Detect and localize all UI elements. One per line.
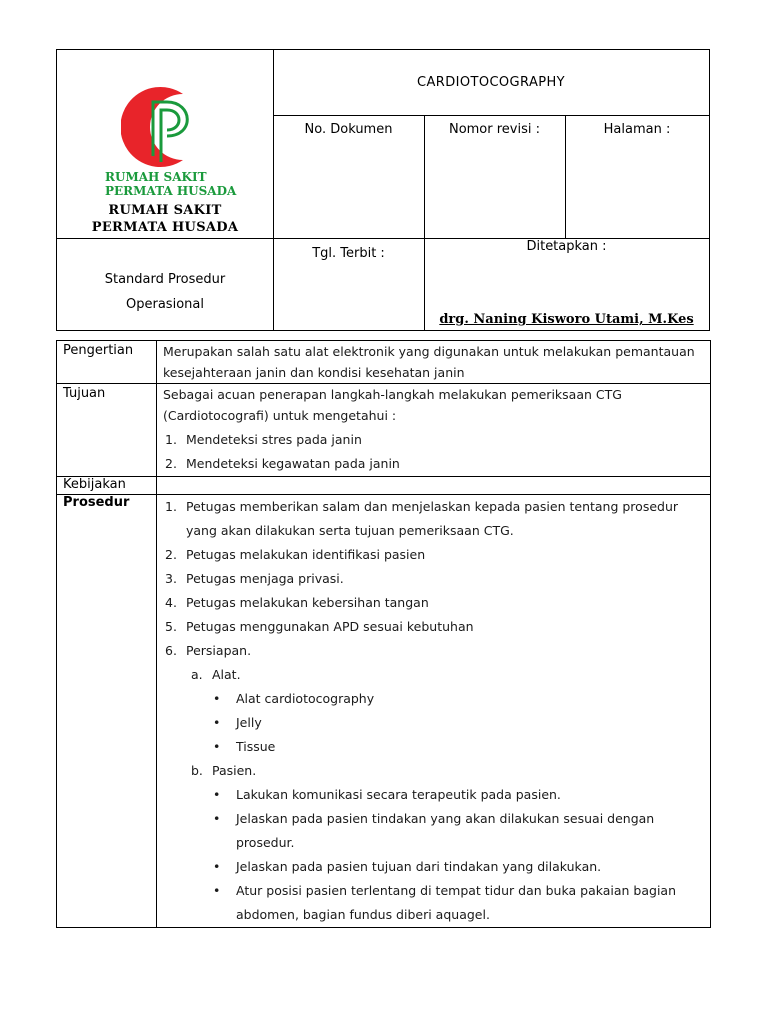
tujuan-list bbox=[163, 428, 704, 476]
persiapan-list bbox=[186, 663, 704, 927]
table-row bbox=[57, 477, 711, 495]
pengertian-label: Pengertian bbox=[57, 341, 157, 384]
prosedur-steps bbox=[163, 495, 704, 927]
hospital-name bbox=[57, 202, 273, 236]
list-item: • Jelly bbox=[212, 711, 704, 735]
list-item bbox=[163, 428, 704, 452]
table-row bbox=[57, 495, 711, 928]
list-item bbox=[163, 452, 704, 476]
list-text: Petugas memberikan salam dan menjelaskan kepada pasien tentang prosedur yang akan dilakukan serta tujuan pemeriksaan CTG. bbox=[186, 499, 679, 538]
tgl-terbit-label: Tgl. Terbit : bbox=[312, 246, 385, 261]
list-item bbox=[163, 567, 704, 591]
hospital-name-line1: RUMAH SAKIT bbox=[108, 203, 222, 218]
list-number: 2. bbox=[165, 456, 177, 471]
table-row bbox=[57, 384, 711, 477]
logo-cell bbox=[57, 50, 273, 238]
ditetapkan-label: Ditetapkan : bbox=[526, 239, 607, 254]
signer-name: drg. Naning Kisworo Utami, M.Kes bbox=[439, 312, 694, 327]
table-row bbox=[57, 341, 711, 384]
hospital-logo-icon bbox=[121, 84, 201, 170]
list-text: Alat. bbox=[212, 667, 241, 682]
tujuan-label: Tujuan bbox=[57, 384, 157, 477]
list-item: • Jelaskan pada pasien tujuan dari tindakan yang dilakukan. bbox=[212, 855, 704, 879]
list-text: Petugas menggunakan APD sesuai kebutuhan bbox=[186, 619, 474, 634]
nomor-revisi-label: Nomor revisi : bbox=[448, 122, 541, 137]
tujuan-cell bbox=[157, 384, 711, 477]
list-number: 3. bbox=[165, 571, 177, 586]
list-number: a. bbox=[191, 667, 203, 682]
list-item: • Alat cardiotocography bbox=[212, 687, 704, 711]
list-item: • Tissue bbox=[212, 735, 704, 759]
sop-label bbox=[57, 238, 273, 331]
sop-header-table bbox=[56, 49, 710, 331]
list-number: 1. bbox=[165, 499, 177, 514]
list-text: Mendeteksi stres pada janin bbox=[186, 432, 362, 447]
list-number: 4. bbox=[165, 595, 177, 610]
list-number: 2. bbox=[165, 547, 177, 562]
list-number: 5. bbox=[165, 619, 177, 634]
list-item: • Atur posisi pasien terlentang di tempat tidur dan buka pakaian bagian abdomen, bagian fundus diberi aquagel. bbox=[212, 879, 704, 927]
pengertian-cell bbox=[157, 341, 711, 384]
no-dokumen-label: No. Dokumen bbox=[304, 122, 393, 137]
list-item bbox=[163, 639, 704, 927]
list-item: • Lakukan komunikasi secara terapeutik pada pasien. bbox=[212, 783, 704, 807]
list-text: Petugas melakukan identifikasi pasien bbox=[186, 547, 426, 562]
sop-content-table bbox=[56, 340, 711, 928]
list-text: Pasien. bbox=[212, 763, 257, 778]
list-text: Petugas menjaga privasi. bbox=[186, 571, 344, 586]
list-item bbox=[163, 615, 704, 639]
pengertian-text: Merupakan salah satu alat elektronik yang digunakan untuk melakukan pemantauan kesejahteraan janin dan kondisi kesehatan janin bbox=[163, 344, 695, 380]
pasien-list bbox=[212, 783, 704, 927]
list-text: Persiapan. bbox=[186, 643, 252, 658]
document-title: CARDIOTOCOGRAPHY bbox=[417, 75, 565, 90]
sop-line2: Operasional bbox=[126, 297, 204, 312]
hospital-name-line2: PERMATA HUSADA bbox=[91, 220, 239, 235]
logo-wordmark bbox=[105, 170, 236, 198]
halaman-label: Halaman : bbox=[603, 122, 671, 137]
sop-line1: Standard Prosedur bbox=[104, 272, 226, 287]
tujuan-intro: Sebagai acuan penerapan langkah-langkah melakukan pemeriksaan CTG (Cardiotocografi) untuk mengetahui : bbox=[163, 387, 622, 423]
prosedur-label: Prosedur bbox=[57, 495, 157, 928]
logo-line1: RUMAH SAKIT bbox=[105, 170, 207, 184]
prosedur-cell bbox=[157, 495, 711, 928]
list-item bbox=[163, 591, 704, 615]
logo-line2: PERMATA HUSADA bbox=[105, 184, 237, 198]
list-item: • Jelaskan pada pasien tindakan yang akan dilakukan sesuai dengan prosedur. bbox=[212, 807, 704, 855]
kebijakan-label: Kebijakan bbox=[57, 477, 157, 495]
list-text: Petugas melakukan kebersihan tangan bbox=[186, 595, 429, 610]
list-item bbox=[163, 495, 704, 543]
alat-list bbox=[212, 687, 704, 759]
list-number: 1. bbox=[165, 432, 177, 447]
list-item bbox=[186, 663, 704, 759]
list-number: 6. bbox=[165, 643, 177, 658]
list-item bbox=[163, 543, 704, 567]
list-text: Mendeteksi kegawatan pada janin bbox=[186, 456, 400, 471]
list-item bbox=[186, 759, 704, 927]
list-number: b. bbox=[191, 763, 203, 778]
kebijakan-cell bbox=[157, 477, 711, 495]
divider bbox=[424, 115, 425, 331]
